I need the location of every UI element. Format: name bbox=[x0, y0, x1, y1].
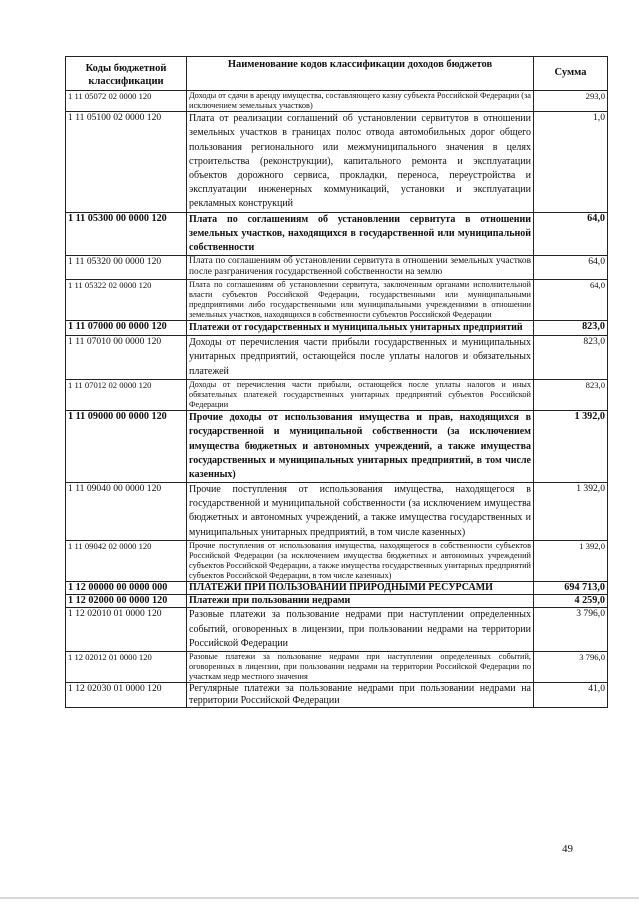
row-name: Плата по соглашениям об установлении сервитута в отношении земельных участков после разграничения государственной собственности на землю bbox=[187, 256, 534, 280]
row-code: 1 12 02010 01 0000 120 bbox=[66, 608, 187, 652]
row-name: ПЛАТЕЖИ ПРИ ПОЛЬЗОВАНИИ ПРИРОДНЫМИ РЕСУРСАМИ bbox=[187, 582, 534, 595]
row-amount: 64,0 bbox=[534, 256, 608, 280]
header-code: Коды бюджетной классификации bbox=[66, 57, 187, 91]
table-row bbox=[66, 256, 608, 280]
row-code: 1 11 05072 02 0000 120 bbox=[66, 91, 187, 112]
header-name: Наименование кодов классификации доходов бюджетов bbox=[187, 57, 534, 91]
row-code: 1 12 02030 01 0000 120 bbox=[66, 683, 187, 708]
table-row bbox=[66, 91, 608, 112]
row-code: 1 12 02000 00 0000 120 bbox=[66, 595, 187, 608]
row-code: 1 12 00000 00 0000 000 bbox=[66, 582, 187, 595]
row-name: Разовые платежи за пользование недрами при наступлении определенных событий, оговоренных в лицензии, при пользовании недрами на территории Российской Федерации по участкам недр местного значения bbox=[187, 651, 534, 682]
table-row bbox=[66, 683, 608, 708]
table-row bbox=[66, 540, 608, 581]
row-amount: 293,0 bbox=[534, 91, 608, 112]
table-row bbox=[66, 651, 608, 682]
row-code: 1 11 07010 00 0000 120 bbox=[66, 336, 187, 380]
row-code: 1 11 07012 02 0000 120 bbox=[66, 379, 187, 410]
table-row bbox=[66, 212, 608, 256]
row-code: 1 11 05322 02 0000 120 bbox=[66, 279, 187, 320]
row-name: Плата по соглашениям об установлении сервитута, заключенным органами исполнительной власти субъектов Российской Федерации, государственными или муниципальными предприятиями либо государственными или муниципальными учреждениями в отношении земельных участков, находящихся в собственности субъектов Российской Федерации bbox=[187, 279, 534, 320]
row-code: 1 11 05300 00 0000 120 bbox=[66, 212, 187, 256]
row-code: 1 11 07000 00 0000 120 bbox=[66, 321, 187, 336]
table-row bbox=[66, 483, 608, 541]
row-amount: 3 796,0 bbox=[534, 651, 608, 682]
row-name: Доходы от перечисления части прибыли государственных и муниципальных унитарных предприятий, остающейся после уплаты налогов и обязательных платежей bbox=[187, 336, 534, 380]
row-name: Доходы от сдачи в аренду имущества, составляющего казну субъекта Российской Федерации (за исключением земельных участков) bbox=[187, 91, 534, 112]
budget-revenue-table bbox=[65, 56, 608, 708]
row-amount: 1 392,0 bbox=[534, 540, 608, 581]
table-row bbox=[66, 608, 608, 652]
table-row bbox=[66, 595, 608, 608]
row-code: 1 12 02012 01 0000 120 bbox=[66, 651, 187, 682]
row-amount: 64,0 bbox=[534, 212, 608, 256]
row-amount: 823,0 bbox=[534, 379, 608, 410]
row-amount: 823,0 bbox=[534, 321, 608, 336]
row-name: Плата от реализации соглашений об установлении сервитутов в отношении земельных участков в границах полос отвода автомобильных дорог общего пользования регионального или межмуниципального значения в целях строительства (реконструкции), капитального ремонта и эксплуатации объектов дорожного сервиса, прокладки, переноса, переустройства и эксплуатации инженерных коммуникаций, установки и эксплуатации рекламных конструкций bbox=[187, 112, 534, 212]
row-name: Платежи при пользовании недрами bbox=[187, 595, 534, 608]
table-row bbox=[66, 379, 608, 410]
row-code: 1 11 09000 00 0000 120 bbox=[66, 411, 187, 483]
row-code: 1 11 05320 00 0000 120 bbox=[66, 256, 187, 280]
table-row bbox=[66, 279, 608, 320]
table-header-row bbox=[66, 57, 608, 91]
row-name: Платежи от государственных и муниципальных унитарных предприятий bbox=[187, 321, 534, 336]
row-amount: 64,0 bbox=[534, 279, 608, 320]
table-row bbox=[66, 112, 608, 212]
row-name: Прочие поступления от использования имущества, находящегося в государственной и муниципальной собственности (за исключением имущества бюджетных и автономных учреждений, а также имущества государственных и муниципальных унитарных предприятий, в том числе казенных) bbox=[187, 483, 534, 541]
row-amount: 3 796,0 bbox=[534, 608, 608, 652]
row-code: 1 11 09042 02 0000 120 bbox=[66, 540, 187, 581]
page-bottom-edge bbox=[0, 897, 639, 899]
row-name: Прочие поступления от использования имущества, находящегося в собственности субъектов Российской Федерации (за исключением имущества бюджетных и автономных учреждений субъектов Российской Федерации, а также имущества государственных унитарных предприятий субъектов Российской Федерации, в том числе казенных) bbox=[187, 540, 534, 581]
row-amount: 694 713,0 bbox=[534, 582, 608, 595]
row-name: Разовые платежи за пользование недрами при наступлении определенных событий, оговоренных в лицензии, при пользовании недрами на территории Российской Федерации bbox=[187, 608, 534, 652]
row-amount: 1,0 bbox=[534, 112, 608, 212]
table-row bbox=[66, 582, 608, 595]
table-row bbox=[66, 336, 608, 380]
row-amount: 1 392,0 bbox=[534, 411, 608, 483]
row-name: Доходы от перечисления части прибыли, остающейся после уплаты налогов и иных обязательных платежей государственных унитарных предприятий субъектов Российской Федерации bbox=[187, 379, 534, 410]
row-name: Регулярные платежи за пользование недрами при пользовании недрами на территории Российской Федерации bbox=[187, 683, 534, 708]
row-name: Плата по соглашениям об установлении сервитута в отношении земельных участков, находящихся в государственной или муниципальной собственности bbox=[187, 212, 534, 256]
row-amount: 1 392,0 bbox=[534, 483, 608, 541]
row-amount: 823,0 bbox=[534, 336, 608, 380]
row-amount: 41,0 bbox=[534, 683, 608, 708]
table-row bbox=[66, 321, 608, 336]
page-number: 49 bbox=[562, 843, 573, 855]
row-amount: 4 259,0 bbox=[534, 595, 608, 608]
header-amount: Сумма bbox=[534, 57, 608, 91]
row-name: Прочие доходы от использования имущества и прав, находящихся в государственной и муниципальной собственности (за исключением имущества бюджетных и автономных учреждений, а также имущества государственных и муниципальных унитарных предприятий, в том числе казенных) bbox=[187, 411, 534, 483]
row-code: 1 11 05100 02 0000 120 bbox=[66, 112, 187, 212]
table-row bbox=[66, 411, 608, 483]
row-code: 1 11 09040 00 0000 120 bbox=[66, 483, 187, 541]
